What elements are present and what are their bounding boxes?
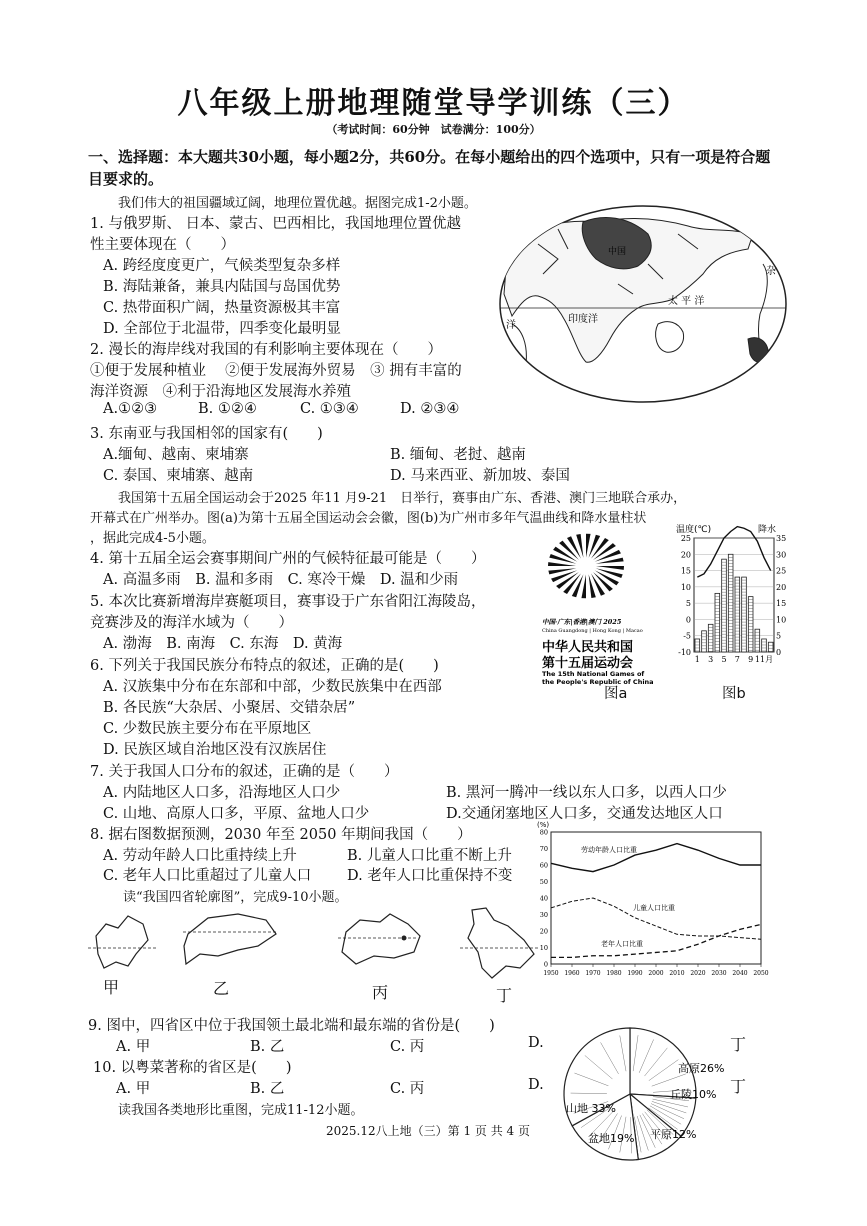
province-label-yi: 乙 (213, 979, 230, 998)
precipitation-bar (708, 624, 713, 652)
precipitation-bar (695, 639, 700, 652)
q9-option-d-value: 丁 (730, 1035, 747, 1054)
climate-temp-tick: 15 (680, 566, 691, 576)
emblem-burst-icon (548, 534, 624, 599)
emblem-cn-line2: 第十五届运动会 (542, 656, 634, 671)
q10-option-c[interactable]: C. 丙 (390, 1081, 425, 1097)
q9-option-b[interactable]: B. 乙 (250, 1039, 285, 1055)
climate-temp-tick: 5 (685, 599, 691, 609)
population-x-tick: 1960 (564, 970, 580, 977)
q5-stem-cont: 竞赛涉及的海洋水域为（ ） (90, 615, 293, 631)
q10-stem: 10. 以粤菜著称的省区是( ) (93, 1060, 292, 1076)
page-footer: 2025.12八上地（三）第 1 页 共 4 页 (326, 1124, 530, 1138)
section-heading-cont: 目要求的。 (88, 170, 164, 188)
emblem-cn-line1: 中华人民共和国 (542, 640, 634, 655)
section-heading: 一、选择题：本大题共30小题，每小题2分，共60分。在每小题给出的四个选项中，只有一项是符合题 (88, 148, 771, 166)
climate-temp-tick: -5 (683, 631, 691, 641)
q6-option-a[interactable]: A. 汉族集中分布在东部和中部，少数民族集中在西部 (103, 679, 442, 695)
climate-precip-tick: 30 (776, 550, 786, 560)
population-series-line (551, 924, 761, 957)
intro-11-12: 读我国各类地形比重图，完成11-12小题。 (118, 1103, 364, 1118)
climate-temp-tick: 20 (680, 550, 691, 560)
q9-stem: 9. 图中，四省区中位于我国领土最北端和最东端的省份是( ) (88, 1018, 495, 1034)
emblem-ray (548, 568, 576, 574)
population-y-tick: 30 (539, 911, 548, 919)
province-label-jia: 甲 (103, 978, 120, 997)
climate-temp-tick: 10 (680, 582, 691, 592)
q3-option-a[interactable]: A.缅甸、越南、柬埔寨 (103, 447, 249, 463)
q6-option-c[interactable]: C. 少数民族主要分布在平原地区 (103, 721, 312, 737)
q2-statements: ①便于发展种植业 ②便于发展海外贸易 ③ 拥有丰富的 (90, 363, 462, 379)
population-x-tick: 1950 (543, 970, 559, 977)
population-x-tick: 1990 (627, 970, 643, 977)
province-outline-yi (184, 914, 276, 964)
q10-option-d-value: 丁 (730, 1077, 747, 1096)
climate-precip-tick: 25 (776, 566, 786, 576)
q9-option-c[interactable]: C. 丙 (390, 1039, 425, 1055)
climate-temp-tick: -10 (678, 648, 691, 657)
q1-option-c[interactable]: C. 热带面积广阔，热量资源极其丰富 (103, 300, 341, 316)
emblem-small-text-2: China Guangdong | Hong Kong | Macao (542, 628, 643, 634)
series-label-children: 儿童人口比重 (633, 904, 675, 912)
climate-month-tick: 5 (721, 655, 727, 664)
climate-precip-axis-label: 降水 (758, 525, 777, 535)
map-label-pacific: 太 平 洋 (668, 296, 705, 307)
climate-month-tick: 11月 (754, 655, 774, 664)
climate-precip-tick: 20 (776, 582, 786, 592)
terrain-pie-label: 丘陵10% (670, 1088, 717, 1101)
q3-option-c[interactable]: C. 泰国、柬埔寨、越南 (103, 468, 254, 484)
q1-option-d[interactable]: D. 全部位于北温带，四季变化最明显 (103, 321, 341, 337)
q9-option-d[interactable]: D. (528, 1035, 544, 1051)
terrain-pie-label: 盆地19% (588, 1132, 635, 1145)
q2-option-b[interactable]: B. ①②④ (198, 401, 257, 417)
population-y-tick: 70 (539, 845, 548, 853)
climate-precip-tick: 10 (776, 615, 786, 625)
precipitation-bar (728, 554, 733, 652)
population-x-tick: 1970 (585, 970, 601, 977)
q2-option-a[interactable]: A.①②③ (103, 401, 158, 417)
q9-option-a[interactable]: A. 甲 (116, 1039, 151, 1055)
population-chart (533, 818, 773, 978)
climate-month-tick: 3 (708, 655, 714, 664)
q2-stem: 2. 漫长的海岸线对我国的有利影响主要体现在（ ） (90, 342, 442, 358)
series-label-elderly: 老年人口比重 (601, 940, 643, 948)
climate-precip-tick: 35 (776, 534, 786, 543)
world-map (498, 204, 788, 404)
q10-option-b[interactable]: B. 乙 (250, 1081, 285, 1097)
q5-options[interactable]: A. 渤海 B. 南海 C. 东海 D. 黄海 (103, 636, 343, 652)
exam-info: （考试时间：60分钟 试卷满分：100分） (326, 123, 541, 136)
q4-options[interactable]: A. 高温多雨 B. 温和多雨 C. 寒冷干燥 D. 温和少雨 (103, 572, 459, 588)
q6-option-b[interactable]: B. 各民族“大杂居、小聚居、交错杂居” (103, 700, 356, 716)
climate-precip-tick: 0 (776, 648, 782, 657)
terrain-pie-label: 高原26% (678, 1062, 725, 1075)
q1-option-b[interactable]: B. 海陆兼备，兼具内陆国与岛国优势 (103, 279, 341, 295)
emblem-en-line1: The 15th National Games of (542, 670, 645, 678)
climate-month-tick: 7 (734, 655, 740, 664)
q8-option-c[interactable]: C. 老年人口比重超过了儿童人口 (103, 868, 312, 884)
terrain-pie-chart (558, 1024, 728, 1164)
q8-stem: 8. 据右图数据预测，2030 年至 2050 年期间我国（ ） (90, 827, 472, 843)
q7-option-b[interactable]: B. 黑河一腾冲一线以东人口多，以西人口少 (446, 785, 727, 801)
q8-option-b[interactable]: B. 儿童人口比重不断上升 (347, 848, 512, 864)
climate-temp-axis-label: 温度(℃) (676, 525, 712, 535)
precipitation-bar (722, 559, 727, 652)
q3-stem: 3. 东南亚与我国相邻的国家有( ) (90, 426, 323, 442)
population-x-tick: 1980 (606, 970, 622, 977)
q3-option-b[interactable]: B. 缅甸、老挝、越南 (390, 447, 526, 463)
intro-4-5: 我国第十五届全国运动会于2025 年11 月9-21 日举行，赛事由广东、香港、澳门三地联合承办， (118, 491, 687, 506)
q3-option-d[interactable]: D. 马来西亚、新加坡、泰国 (390, 468, 570, 484)
precipitation-bar (755, 629, 760, 652)
population-y-tick: 80 (539, 828, 548, 837)
population-y-unit: (%) (537, 821, 550, 829)
population-y-tick: 20 (539, 927, 548, 936)
precipitation-bar (742, 577, 747, 652)
climate-precip-tick: 15 (776, 599, 786, 609)
series-label-working-age: 劳动年龄人口比重 (581, 846, 637, 854)
climate-precip-tick: 5 (776, 631, 782, 641)
population-x-tick: 2040 (732, 970, 748, 977)
q5-stem: 5. 本次比赛新增海岸赛艇项目，赛事设于广东省阳江海陵岛， (90, 594, 486, 610)
intro-1-2: 我们伟大的祖国疆域辽阔，地理位置优越。据图完成1-2小题。 (118, 196, 477, 211)
q4-stem: 4. 第十五届全运会赛事期间广州的气候特征最可能是（ ） (90, 551, 486, 567)
precipitation-bar (768, 642, 773, 652)
q10-option-a[interactable]: A. 甲 (116, 1081, 151, 1097)
emblem-small-text: 中国·广东|香港|澳门 2025 (542, 618, 622, 626)
province-outline-ding (468, 908, 534, 978)
emblem-ray (596, 558, 624, 564)
emblem-ray (589, 574, 596, 598)
intro-9-10: 读“我国四省轮廓图”，完成9-10小题。 (123, 890, 348, 905)
population-y-tick: 0 (543, 960, 548, 969)
q7-option-a[interactable]: A. 内陆地区人口多，沿海地区人口少 (103, 785, 341, 801)
population-x-tick: 2010 (669, 970, 685, 977)
population-x-tick: 2030 (711, 970, 727, 977)
climate-month-tick: 1 (694, 655, 700, 664)
q2-statements-cont: 海洋资源 ④利于沿海地区发展海水养殖 (90, 384, 351, 400)
province-label-bing: 丙 (372, 983, 389, 1002)
precipitation-bar (735, 577, 740, 652)
province-outline-jia (96, 916, 148, 968)
emblem-ray (576, 534, 583, 558)
q10-option-d[interactable]: D. (528, 1077, 544, 1093)
climate-temp-tick: 0 (685, 615, 691, 625)
population-x-tick: 2020 (690, 970, 706, 977)
population-y-tick: 60 (539, 861, 548, 870)
climate-temp-tick: 25 (680, 534, 691, 543)
population-y-tick: 50 (539, 878, 548, 886)
map-label-indian-ocean: 印度洋 (568, 314, 598, 325)
province-label-ding: 丁 (496, 986, 513, 1005)
q7-option-c[interactable]: C. 山地、高原人口多，平原、盆地人口少 (103, 806, 370, 822)
terrain-pie-label: 平原12% (650, 1128, 697, 1141)
terrain-pie-label: 山地 33% (566, 1102, 616, 1115)
province-outlines (88, 906, 538, 996)
q6-stem: 6. 下列关于我国民族分布特点的叙述，正确的是( ) (90, 658, 439, 674)
climate-month-tick: 9 (748, 655, 754, 664)
intro-4-5-line2: 开幕式在广州举办。图(a)为第十五届全国运动会会徽，图(b)为广州市多年气温曲线和降水量柱状 (90, 511, 647, 526)
emblem-en-line2: the People's Republic of China (542, 678, 654, 686)
figure-b-caption: 图b (722, 686, 746, 702)
page-title: 八年级上册地理随堂导学训练（三） (177, 86, 690, 121)
map-label-ocean-left: 洋 (506, 320, 516, 331)
q2-option-c[interactable]: C. ①③④ (300, 401, 359, 417)
climate-chart (666, 524, 786, 674)
precipitation-bar (762, 639, 767, 652)
precipitation-bar (748, 597, 753, 652)
population-x-tick: 2000 (648, 970, 664, 977)
q1-stem-cont: 性主要体现在（ ） (90, 237, 235, 253)
q2-option-d[interactable]: D. ②③④ (400, 401, 460, 417)
map-label-china: 中国 (608, 247, 627, 257)
q8-option-d[interactable]: D. 老年人口比重保持不变 (347, 868, 513, 884)
population-x-tick: 2050 (753, 970, 769, 977)
intro-4-5-line3: ，据此完成4-5小题。 (90, 531, 215, 546)
q1-stem: 1. 与俄罗斯、 日本、蒙古、巴西相比，我国地理位置优越 (90, 216, 462, 232)
figure-a-caption: 图a (604, 686, 628, 702)
q1-option-a[interactable]: A. 跨经度度更广，气候类型复杂多样 (103, 258, 341, 274)
map-label-right: 杂 (766, 266, 776, 277)
population-y-tick: 10 (539, 944, 548, 952)
q8-option-a[interactable]: A. 劳动年龄人口比重持续上升 (103, 848, 297, 864)
q6-option-d[interactable]: D. 民族区域自治地区没有汉族居住 (103, 742, 327, 758)
province-outline-bing (342, 914, 420, 964)
q7-option-d[interactable]: D.交通闭塞地区人口多，交通发达地区人口 (446, 806, 723, 822)
precipitation-bar (715, 593, 720, 652)
population-y-tick: 40 (539, 894, 548, 903)
q7-stem: 7. 关于我国人口分布的叙述，正确的是（ ） (90, 764, 399, 780)
